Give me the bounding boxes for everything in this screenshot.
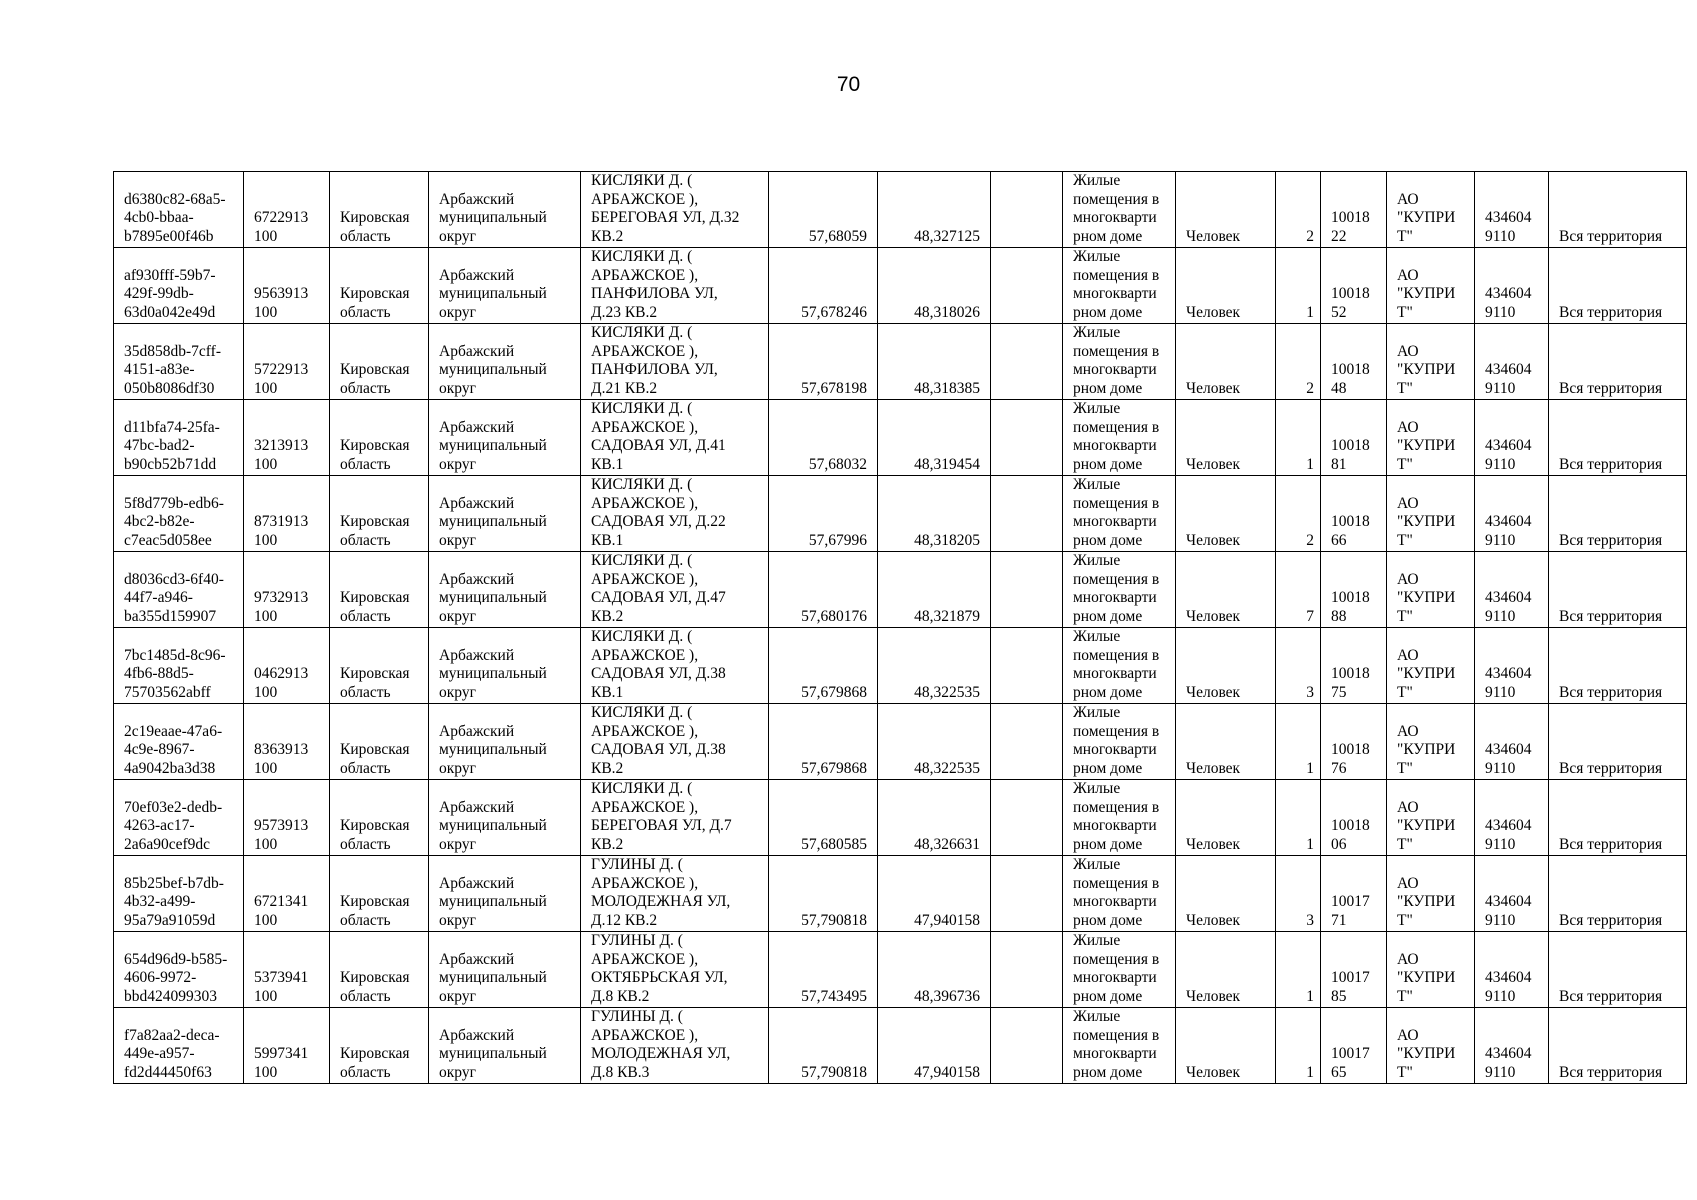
cell-region: Кировская область <box>330 172 429 248</box>
cell-count: 1 <box>1276 780 1321 856</box>
cell-account: 10017 65 <box>1321 1008 1387 1084</box>
cell-district: Арбажский муниципальный округ <box>429 552 581 628</box>
cell-address: КИСЛЯКИ Д. ( АРБАЖСКОЕ ), САДОВАЯ УЛ, Д.22 КВ.1 <box>581 476 769 552</box>
cell-count: 2 <box>1276 172 1321 248</box>
cell-address: КИСЛЯКИ Д. ( АРБАЖСКОЕ ), САДОВАЯ УЛ, Д.47 КВ.2 <box>581 552 769 628</box>
cell-territory: Вся территория <box>1549 628 1687 704</box>
cell-district: Арбажский муниципальный округ <box>429 780 581 856</box>
cell-record-id: 7bc1485d-8c96- 4fb6-88d5- 75703562abff <box>114 628 244 704</box>
cell-empty <box>991 932 1063 1008</box>
cell-region: Кировская область <box>330 780 429 856</box>
cell-territory: Вся территория <box>1549 476 1687 552</box>
cell-territory: Вся территория <box>1549 400 1687 476</box>
cell-longitude: 48,326631 <box>878 780 991 856</box>
cell-address: ГУЛИНЫ Д. ( АРБАЖСКОЕ ), МОЛОДЕЖНАЯ УЛ, Д.12 КВ.2 <box>581 856 769 932</box>
cell-premises-type: Жилые помещения в многокварти рном доме <box>1063 780 1176 856</box>
cell-region: Кировская область <box>330 628 429 704</box>
cell-longitude: 47,940158 <box>878 856 991 932</box>
cell-premises-type: Жилые помещения в многокварти рном доме <box>1063 856 1176 932</box>
table-row <box>114 400 1687 476</box>
cell-unit: Человек <box>1176 248 1276 324</box>
cell-premises-type: Жилые помещения в многокварти рном доме <box>1063 172 1176 248</box>
cell-inn: 434604 9110 <box>1475 856 1549 932</box>
cell-longitude: 48,318385 <box>878 324 991 400</box>
cell-empty <box>991 324 1063 400</box>
page-number: 70 <box>836 73 861 96</box>
cell-longitude: 47,940158 <box>878 1008 991 1084</box>
cell-empty <box>991 1008 1063 1084</box>
cell-record-id: 5f8d779b-edb6- 4bc2-b82e- c7eac5d058ee <box>114 476 244 552</box>
cell-premises-type: Жилые помещения в многокварти рном доме <box>1063 476 1176 552</box>
cell-premises-type: Жилые помещения в многокварти рном доме <box>1063 628 1176 704</box>
cell-account: 10017 71 <box>1321 856 1387 932</box>
cell-record-id: 35d858db-7cff- 4151-a83e- 050b8086df30 <box>114 324 244 400</box>
cell-empty <box>991 172 1063 248</box>
cell-premises-type: Жилые помещения в многокварти рном доме <box>1063 1008 1176 1084</box>
cell-inn: 434604 9110 <box>1475 400 1549 476</box>
cell-district: Арбажский муниципальный округ <box>429 172 581 248</box>
cell-district: Арбажский муниципальный округ <box>429 704 581 780</box>
cell-premises-type: Жилые помещения в многокварти рном доме <box>1063 248 1176 324</box>
cell-record-id: 85b25bef-b7db- 4b32-a499- 95a79a91059d <box>114 856 244 932</box>
cell-address: КИСЛЯКИ Д. ( АРБАЖСКОЕ ), ПАНФИЛОВА УЛ, Д.21 КВ.2 <box>581 324 769 400</box>
cell-territory: Вся территория <box>1549 1008 1687 1084</box>
cell-inn: 434604 9110 <box>1475 476 1549 552</box>
cell-territory: Вся территория <box>1549 932 1687 1008</box>
cell-unit: Человек <box>1176 476 1276 552</box>
cell-district: Арбажский муниципальный округ <box>429 628 581 704</box>
cell-count: 2 <box>1276 324 1321 400</box>
cell-code: 5722913 100 <box>244 324 330 400</box>
cell-address: КИСЛЯКИ Д. ( АРБАЖСКОЕ ), САДОВАЯ УЛ, Д.41 КВ.1 <box>581 400 769 476</box>
cell-code: 9732913 100 <box>244 552 330 628</box>
cell-premises-type: Жилые помещения в многокварти рном доме <box>1063 704 1176 780</box>
cell-longitude: 48,396736 <box>878 932 991 1008</box>
cell-longitude: 48,322535 <box>878 628 991 704</box>
cell-code: 3213913 100 <box>244 400 330 476</box>
cell-code: 5373941 100 <box>244 932 330 1008</box>
cell-record-id: 654d96d9-b585- 4606-9972- bbd424099303 <box>114 932 244 1008</box>
cell-region: Кировская область <box>330 248 429 324</box>
cell-record-id: f7a82aa2-deca- 449e-a957- fd2d44450f63 <box>114 1008 244 1084</box>
cell-district: Арбажский муниципальный округ <box>429 932 581 1008</box>
cell-latitude: 57,68059 <box>769 172 878 248</box>
cell-inn: 434604 9110 <box>1475 172 1549 248</box>
cell-account: 10018 52 <box>1321 248 1387 324</box>
cell-address: ГУЛИНЫ Д. ( АРБАЖСКОЕ ), ОКТЯБРЬСКАЯ УЛ, Д.8 КВ.2 <box>581 932 769 1008</box>
cell-territory: Вся территория <box>1549 780 1687 856</box>
cell-address: КИСЛЯКИ Д. ( АРБАЖСКОЕ ), ПАНФИЛОВА УЛ, Д.23 КВ.2 <box>581 248 769 324</box>
cell-region: Кировская область <box>330 856 429 932</box>
cell-organization: АО "КУПРИ Т" <box>1387 1008 1475 1084</box>
cell-account: 10018 81 <box>1321 400 1387 476</box>
table-row <box>114 780 1687 856</box>
cell-inn: 434604 9110 <box>1475 780 1549 856</box>
cell-longitude: 48,318205 <box>878 476 991 552</box>
cell-district: Арбажский муниципальный округ <box>429 856 581 932</box>
cell-unit: Человек <box>1176 1008 1276 1084</box>
cell-district: Арбажский муниципальный округ <box>429 324 581 400</box>
table-row <box>114 628 1687 704</box>
cell-unit: Человек <box>1176 628 1276 704</box>
cell-code: 8363913 100 <box>244 704 330 780</box>
cell-district: Арбажский муниципальный округ <box>429 476 581 552</box>
table-row <box>114 172 1687 248</box>
cell-latitude: 57,67996 <box>769 476 878 552</box>
table-row <box>114 476 1687 552</box>
cell-code: 0462913 100 <box>244 628 330 704</box>
cell-unit: Человек <box>1176 704 1276 780</box>
cell-code: 6721341 100 <box>244 856 330 932</box>
cell-latitude: 57,679868 <box>769 704 878 780</box>
cell-empty <box>991 476 1063 552</box>
cell-organization: АО "КУПРИ Т" <box>1387 324 1475 400</box>
cell-inn: 434604 9110 <box>1475 324 1549 400</box>
cell-account: 10018 75 <box>1321 628 1387 704</box>
cell-region: Кировская область <box>330 932 429 1008</box>
cell-record-id: d11bfa74-25fa- 47bc-bad2- b90cb52b71dd <box>114 400 244 476</box>
table-row <box>114 324 1687 400</box>
cell-account: 10018 48 <box>1321 324 1387 400</box>
cell-organization: АО "КУПРИ Т" <box>1387 932 1475 1008</box>
cell-latitude: 57,678246 <box>769 248 878 324</box>
cell-organization: АО "КУПРИ Т" <box>1387 248 1475 324</box>
cell-count: 3 <box>1276 628 1321 704</box>
cell-address: КИСЛЯКИ Д. ( АРБАЖСКОЕ ), БЕРЕГОВАЯ УЛ, Д.32 КВ.2 <box>581 172 769 248</box>
cell-inn: 434604 9110 <box>1475 248 1549 324</box>
cell-latitude: 57,680176 <box>769 552 878 628</box>
cell-account: 10018 88 <box>1321 552 1387 628</box>
cell-organization: АО "КУПРИ Т" <box>1387 856 1475 932</box>
cell-count: 1 <box>1276 704 1321 780</box>
cell-empty <box>991 628 1063 704</box>
cell-account: 10018 66 <box>1321 476 1387 552</box>
cell-record-id: 70ef03e2-dedb- 4263-ac17- 2a6a90cef9dc <box>114 780 244 856</box>
cell-code: 9563913 100 <box>244 248 330 324</box>
cell-latitude: 57,68032 <box>769 400 878 476</box>
cell-account: 10018 06 <box>1321 780 1387 856</box>
cell-latitude: 57,743495 <box>769 932 878 1008</box>
registry-body <box>114 172 1687 1084</box>
cell-region: Кировская область <box>330 704 429 780</box>
cell-unit: Человек <box>1176 172 1276 248</box>
cell-account: 10018 76 <box>1321 704 1387 780</box>
cell-district: Арбажский муниципальный округ <box>429 1008 581 1084</box>
cell-empty <box>991 400 1063 476</box>
cell-premises-type: Жилые помещения в многокварти рном доме <box>1063 932 1176 1008</box>
cell-count: 1 <box>1276 400 1321 476</box>
cell-premises-type: Жилые помещения в многокварти рном доме <box>1063 324 1176 400</box>
table-row <box>114 552 1687 628</box>
cell-record-id: 2c19eaae-47a6- 4c9e-8967- 4a9042ba3d38 <box>114 704 244 780</box>
cell-count: 3 <box>1276 856 1321 932</box>
cell-inn: 434604 9110 <box>1475 628 1549 704</box>
cell-premises-type: Жилые помещения в многокварти рном доме <box>1063 400 1176 476</box>
cell-empty <box>991 704 1063 780</box>
cell-region: Кировская область <box>330 400 429 476</box>
cell-count: 1 <box>1276 248 1321 324</box>
cell-account: 10018 22 <box>1321 172 1387 248</box>
cell-unit: Человек <box>1176 400 1276 476</box>
cell-count: 2 <box>1276 476 1321 552</box>
cell-region: Кировская область <box>330 324 429 400</box>
cell-organization: АО "КУПРИ Т" <box>1387 476 1475 552</box>
cell-territory: Вся территория <box>1549 552 1687 628</box>
cell-inn: 434604 9110 <box>1475 552 1549 628</box>
cell-territory: Вся территория <box>1549 324 1687 400</box>
table-row <box>114 704 1687 780</box>
cell-address: КИСЛЯКИ Д. ( АРБАЖСКОЕ ), САДОВАЯ УЛ, Д.38 КВ.1 <box>581 628 769 704</box>
cell-longitude: 48,327125 <box>878 172 991 248</box>
cell-address: КИСЛЯКИ Д. ( АРБАЖСКОЕ ), БЕРЕГОВАЯ УЛ, Д.7 КВ.2 <box>581 780 769 856</box>
cell-code: 6722913 100 <box>244 172 330 248</box>
cell-count: 1 <box>1276 932 1321 1008</box>
cell-inn: 434604 9110 <box>1475 704 1549 780</box>
cell-premises-type: Жилые помещения в многокварти рном доме <box>1063 552 1176 628</box>
cell-organization: АО "КУПРИ Т" <box>1387 552 1475 628</box>
cell-organization: АО "КУПРИ Т" <box>1387 704 1475 780</box>
table-row <box>114 856 1687 932</box>
table-row <box>114 932 1687 1008</box>
cell-latitude: 57,790818 <box>769 1008 878 1084</box>
cell-region: Кировская область <box>330 476 429 552</box>
cell-empty <box>991 856 1063 932</box>
cell-latitude: 57,790818 <box>769 856 878 932</box>
cell-territory: Вся территория <box>1549 172 1687 248</box>
cell-organization: АО "КУПРИ Т" <box>1387 628 1475 704</box>
cell-organization: АО "КУПРИ Т" <box>1387 400 1475 476</box>
cell-latitude: 57,680585 <box>769 780 878 856</box>
cell-code: 9573913 100 <box>244 780 330 856</box>
cell-territory: Вся территория <box>1549 704 1687 780</box>
table-row <box>114 248 1687 324</box>
cell-district: Арбажский муниципальный округ <box>429 248 581 324</box>
cell-inn: 434604 9110 <box>1475 1008 1549 1084</box>
cell-code: 8731913 100 <box>244 476 330 552</box>
cell-empty <box>991 248 1063 324</box>
cell-territory: Вся территория <box>1549 248 1687 324</box>
cell-longitude: 48,322535 <box>878 704 991 780</box>
cell-record-id: d8036cd3-6f40- 44f7-a946- ba355d159907 <box>114 552 244 628</box>
cell-longitude: 48,321879 <box>878 552 991 628</box>
cell-record-id: d6380c82-68a5- 4cb0-bbaa- b7895e00f46b <box>114 172 244 248</box>
cell-unit: Человек <box>1176 552 1276 628</box>
cell-longitude: 48,319454 <box>878 400 991 476</box>
cell-inn: 434604 9110 <box>1475 932 1549 1008</box>
table-row <box>114 1008 1687 1084</box>
cell-organization: АО "КУПРИ Т" <box>1387 780 1475 856</box>
cell-empty <box>991 552 1063 628</box>
cell-organization: АО "КУПРИ Т" <box>1387 172 1475 248</box>
cell-district: Арбажский муниципальный округ <box>429 400 581 476</box>
cell-unit: Человек <box>1176 856 1276 932</box>
cell-record-id: af930fff-59b7- 429f-99db- 63d0a042e49d <box>114 248 244 324</box>
cell-address: ГУЛИНЫ Д. ( АРБАЖСКОЕ ), МОЛОДЕЖНАЯ УЛ, Д.8 КВ.3 <box>581 1008 769 1084</box>
cell-longitude: 48,318026 <box>878 248 991 324</box>
cell-unit: Человек <box>1176 324 1276 400</box>
cell-latitude: 57,678198 <box>769 324 878 400</box>
cell-unit: Человек <box>1176 780 1276 856</box>
cell-unit: Человек <box>1176 932 1276 1008</box>
cell-count: 1 <box>1276 1008 1321 1084</box>
cell-empty <box>991 780 1063 856</box>
cell-territory: Вся территория <box>1549 856 1687 932</box>
cell-account: 10017 85 <box>1321 932 1387 1008</box>
cell-region: Кировская область <box>330 552 429 628</box>
cell-address: КИСЛЯКИ Д. ( АРБАЖСКОЕ ), САДОВАЯ УЛ, Д.38 КВ.2 <box>581 704 769 780</box>
cell-region: Кировская область <box>330 1008 429 1084</box>
registry-table <box>113 171 1687 1084</box>
cell-latitude: 57,679868 <box>769 628 878 704</box>
cell-code: 5997341 100 <box>244 1008 330 1084</box>
cell-count: 7 <box>1276 552 1321 628</box>
